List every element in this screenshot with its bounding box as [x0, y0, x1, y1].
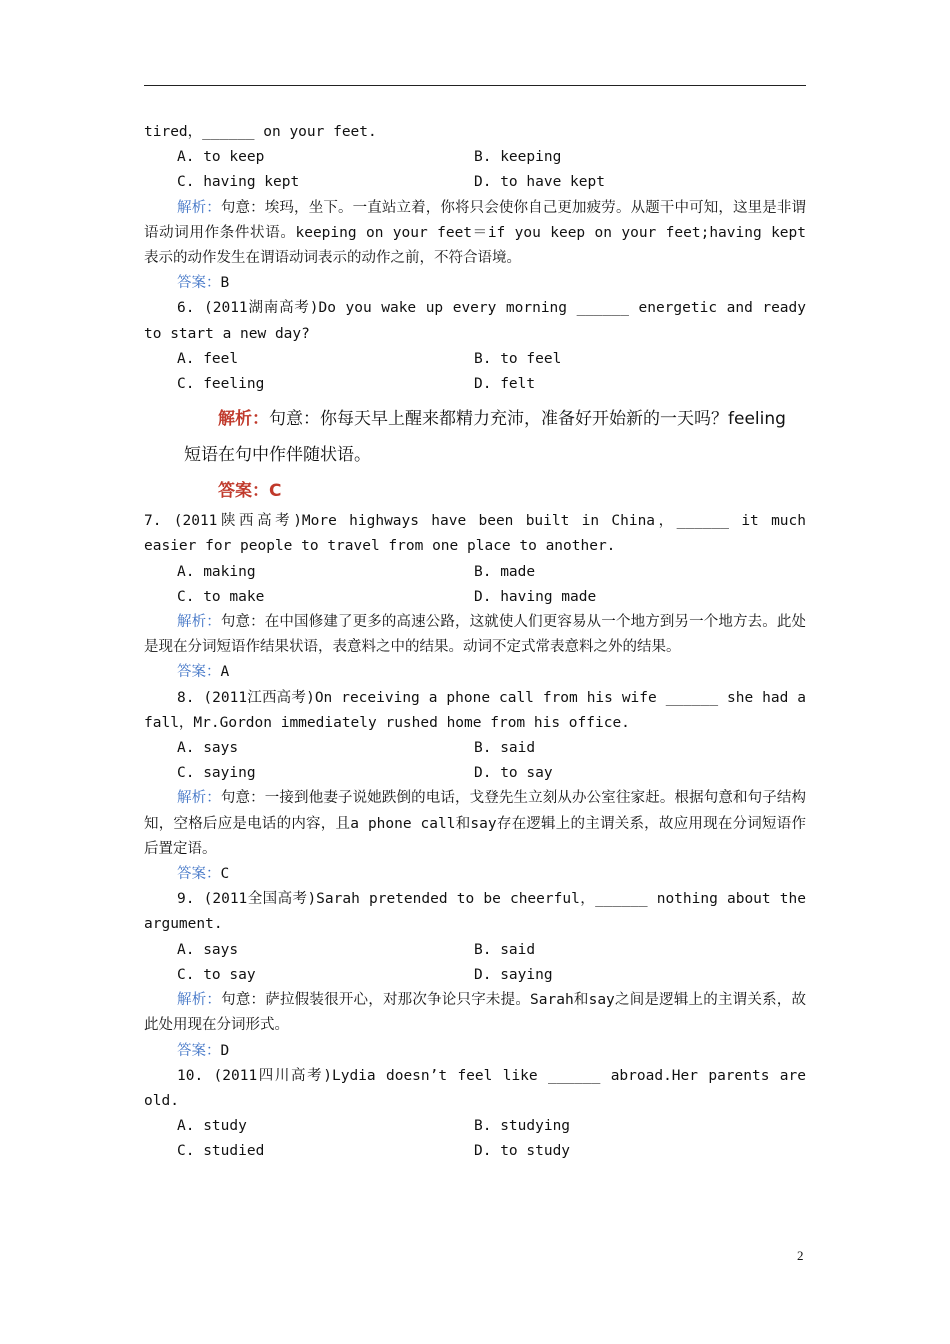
explanation-label: 解析： [218, 409, 269, 430]
option-c: C. saying [177, 765, 256, 782]
option-b: B. studying [474, 1118, 571, 1135]
question-10-options-row-1 [144, 1114, 806, 1139]
option-a: A. study [177, 1118, 247, 1135]
question-5-answer [144, 271, 806, 296]
header-rule [144, 85, 806, 86]
option-d: D. felt [474, 376, 536, 393]
option-c: C. studied [177, 1143, 265, 1160]
explanation-label: 解析： [177, 790, 221, 807]
question-5-options-row-1 [144, 145, 806, 170]
answer-label: 答案： [177, 1042, 221, 1059]
question-9-options-row-1 [144, 938, 806, 963]
question-5-tail: tired，______ on your feet. [144, 124, 377, 140]
explanation-text: 句意：你每天早上醒来都精力充沛，准备好开始新的一天吗？feeling [269, 409, 786, 430]
question-9-options-row-2 [144, 963, 806, 988]
question-9-stem: 9. (2011全国高考)Sarah pretended to be cheerful，______ nothing about the argument. [144, 891, 806, 933]
question-9-explanation [144, 988, 806, 1038]
question-8-options-row-1 [144, 736, 806, 761]
question-7-options-row-1 [144, 560, 806, 585]
option-d: D. to have kept [474, 174, 605, 191]
question-9-answer [144, 1039, 806, 1064]
question-10-stem: 10. (2011四川高考)Lydia doesn’t feel like ______ abroad.Her parents are old. [144, 1067, 806, 1109]
explanation-text: 句意：萨拉假装很开心，对那次争论只字未提。Sarah和say之间是逻辑上的主谓关系，故此处用现在分词形式。 [144, 992, 807, 1034]
answer-label: 答案： [177, 664, 221, 681]
option-a: A. says [177, 941, 239, 958]
explanation-label: 解析： [177, 992, 222, 1009]
option-b: B. to feel [474, 350, 562, 367]
option-a: A. to keep [177, 149, 265, 166]
answer-value: C [220, 866, 230, 883]
explanation-text: 句意：在中国修建了更多的高速公路，这就使人们更容易从一个地方到另一个地方去。此处是现在分词短语作结果状语，表意料之中的结果。动词不定式常表意料之外的结果。 [144, 614, 807, 656]
page-number: 2 [797, 1248, 804, 1263]
question-8-stem: 8. (2011江西高考)On receiving a phone call from his wife ______ she had a fall，Mr.Gordon immediately rushed home from his office. [144, 689, 806, 731]
question-5-explanation [144, 196, 806, 272]
option-b: B. keeping [474, 149, 562, 166]
question-7-explanation [144, 610, 806, 660]
answer-value: A [220, 664, 230, 681]
explanation-text: 句意：一接到他妻子说她跌倒的电话，戈登先生立刻从办公室往家赶。根据句意和句子结构知，空格后应是电话的内容，且a phone call和say存在逻辑上的主谓关系，故应用现在分词短语作后置定语。 [144, 790, 807, 857]
option-d: D. saying [474, 966, 553, 983]
question-6-explanation-line-1 [144, 401, 806, 437]
option-c: C. feeling [177, 376, 265, 393]
question-10-options-row-2 [144, 1139, 806, 1164]
question-7-options-row-2 [144, 585, 806, 610]
option-c: C. having kept [177, 174, 300, 191]
question-7-stem: 7. (2011陕西高考)More highways have been built in China，______ it much easier for people to travel from one place to another. [144, 513, 806, 555]
explanation-label: 解析： [177, 199, 221, 216]
question-8-answer [144, 862, 806, 887]
question-6-explanation-line-2: 短语在句中作伴随状语。 [184, 445, 371, 466]
answer-label: 答案： [218, 481, 269, 502]
option-a: A. says [177, 740, 239, 757]
option-c: C. to say [177, 966, 256, 983]
option-c: C. to make [177, 588, 265, 605]
question-7-answer [144, 660, 806, 685]
question-8-options-row-2 [144, 761, 806, 786]
option-a: A. feel [177, 350, 239, 367]
option-b: B. said [474, 941, 536, 958]
answer-value: C [269, 481, 282, 502]
question-6-options-row-1 [144, 347, 806, 372]
answer-value: B [220, 275, 230, 292]
option-d: D. having made [474, 588, 597, 605]
option-d: D. to say [474, 765, 553, 782]
question-5-options-row-2 [144, 170, 806, 195]
answer-label: 答案： [177, 866, 221, 883]
page-content [144, 120, 806, 1165]
answer-value: D [220, 1042, 230, 1059]
option-b: B. made [474, 563, 536, 580]
question-6-answer [144, 473, 806, 509]
question-6-options-row-2 [144, 372, 806, 397]
answer-label: 答案： [177, 275, 221, 292]
explanation-text: 句意：埃玛，坐下。一直站立着，你将只会使你自己更加疲劳。从题干中可知，这里是非谓语动词用作条件状语。keeping on your feet＝if you keep on your feet;having kept表示的动作发生在谓语动词表示的动作之前，不符合语境。 [144, 199, 807, 267]
option-a: A. making [177, 563, 256, 580]
option-d: D. to study [474, 1143, 571, 1160]
question-6-stem: 6. (2011湖南高考)Do you wake up every morning ______ energetic and ready to start a new day? [144, 300, 806, 342]
option-b: B. said [474, 740, 536, 757]
question-8-explanation [144, 786, 806, 862]
explanation-label: 解析： [177, 614, 221, 631]
